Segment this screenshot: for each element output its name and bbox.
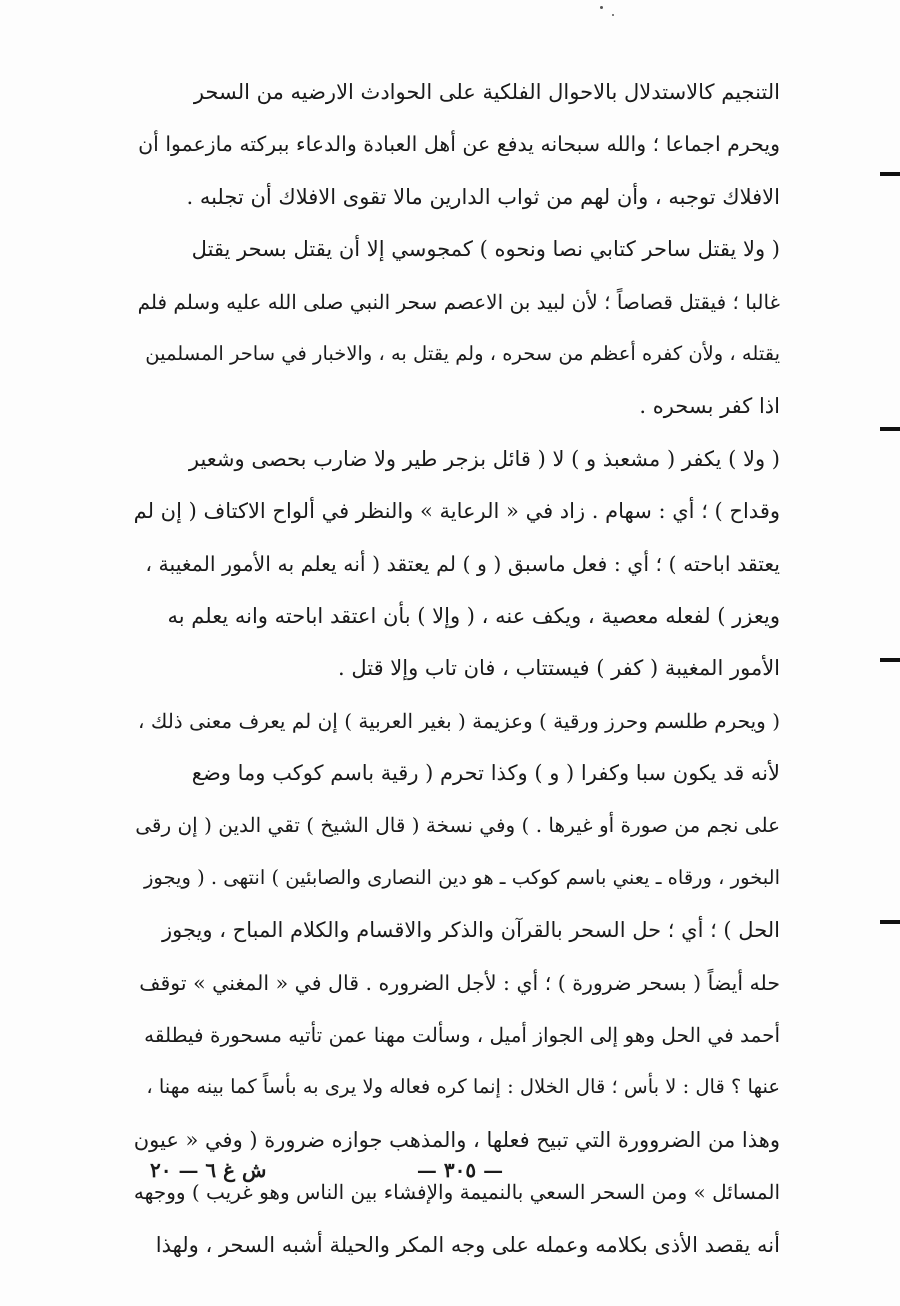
text-line: البخور ، ورقاه ـ يعني باسم كوكب ـ هو دين النصارى والصابئين ) انتهى . ( ويجوز <box>143 865 780 889</box>
text-line: وقداح ) ؛ أي : سهام . زاد في « الرعاية » والنظر في ألواح الاكتاف ( إن لم <box>133 499 780 524</box>
text-line: لأنه قد يكون سبا وكفرا ( و ) وكذا تحرم ( رقية باسم كوكب وما وضع <box>191 761 780 786</box>
page-footer <box>0 1158 900 1194</box>
text-line: ويعزر ) لفعله معصية ، ويكف عنه ، ( وإلا ) بأن اعتقد اباحته وانه يعلم به <box>167 603 780 628</box>
text-line: عنها ؟ قال : لا بأس ؛ قال الخلال : إنما كره فعاله ولا يرى به بأساً كما بينه مهنا ، <box>146 1075 780 1099</box>
text-line: يعتقد اباحته ) ؛ أي : فعل ماسبق ( و ) لم يعتقد ( أنه يعلم به الأمور المغيبة ، <box>145 551 780 576</box>
text-line: يقتله ، ولأن كفره أعظم من سحره ، ولم يقتل به ، والاخبار في ساحر المسلمين <box>145 341 780 365</box>
body-text <box>132 66 780 1271</box>
page-number: — ٣٠٥ — <box>416 1158 504 1182</box>
margin-mark <box>880 172 900 176</box>
text-line: الافلاك توجبه ، وأن لهم من ثواب الدارين مالا تقوى الافلاك أن تجلبه . <box>186 184 780 209</box>
text-line: غالبا ؛ فيقتل قصاصاً ؛ لأن لبيد بن الاعصم سحر النبي صلى الله عليه وسلم فلم <box>137 289 780 314</box>
text-line: التنجيم كالاستدلال بالاحوال الفلكية على الحوادث الارضيه من السحر <box>193 80 780 104</box>
text-line: على نجم من صورة أو غيرها . ) وفي نسخة ( قال الشيخ ) تقي الدين ( إن رقى <box>135 813 780 838</box>
text-line: حله أيضاً ( بسحر ضرورة ) ؛ أي : لأجل الضروره . قال في « المغني » توقف <box>139 970 780 995</box>
text-line: المسائل » ومن السحر السعي بالنميمة والإفشاء بين الناس وهو غريب ) ووجهه <box>133 1180 780 1205</box>
margin-mark <box>880 920 900 924</box>
text-line: ( ولا ) يكفر ( مشعبذ و ) لا ( قائل بزجر طير ولا ضارب بحصى وشعير <box>188 446 780 471</box>
text-line: الأمور المغيبة ( كفر ) فيستتاب ، فان تاب وإلا قتل . <box>337 656 780 681</box>
text-line: أحمد في الحل وهو إلى الجواز أميل ، وسألت مهنا عمن تأتيه مسحورة فيطلقه <box>144 1023 780 1048</box>
text-line: ويحرم اجماعا ؛ والله سبحانه يدفع عن أهل العبادة والدعاء ببركته مازعموا أن <box>138 132 780 157</box>
text-line: الحل ) ؛ أي ؛ حل السحر بالقرآن والذكر والاقسام والكلام المباح ، ويجوز <box>162 918 780 943</box>
printer-signature: ش غ ٦ — ٢٠ <box>150 1158 267 1182</box>
text-line: أنه يقصد الأذى بكلامه وعمله على وجه المكر والحيلة أشبه السحر ، ولهذا <box>155 1232 780 1257</box>
text-line: ( ويحرم طلسم وحرز ورقية ) وعزيمة ( بغير العربية ) إن لم يعرف معنى ذلك ، <box>138 708 780 733</box>
scan-speck <box>612 14 614 16</box>
text-line: ( ولا يقتل ساحر كتابي نصا ونحوه ) كمجوسي إلا أن يقتل بسحر يقتل <box>191 237 780 262</box>
margin-mark <box>880 427 900 431</box>
text-line: اذا كفر بسحره . <box>639 394 780 419</box>
scan-speck <box>600 6 603 9</box>
text-line: وهذا من الضروورة التي تبيح فعلها ، والمذهب جوازه ضرورة ( وفي « عيون <box>133 1127 780 1152</box>
margin-mark <box>880 658 900 662</box>
